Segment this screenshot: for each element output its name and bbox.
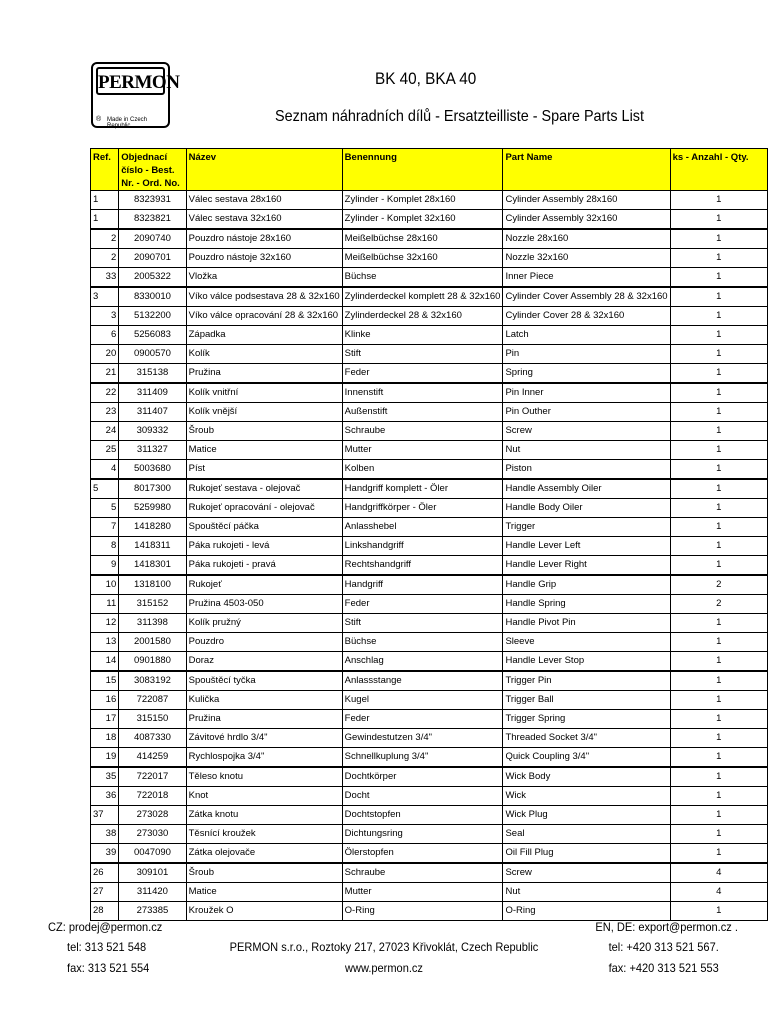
cell-part-name: Trigger Ball [503,691,670,710]
cell-order-number: 273028 [119,806,186,825]
cell-order-number: 722087 [119,691,186,710]
cell-nazev: Západka [186,326,342,345]
cell-qty: 1 [670,518,767,537]
table-row [91,479,768,499]
cell-nazev: Šroub [186,422,342,441]
cell-benennung: Schnellkuplung 3/4" [342,748,503,768]
cell-qty: 1 [670,210,767,230]
cell-ref: 19 [91,748,119,768]
cell-part-name: O-Ring [503,902,670,921]
table-row [91,748,768,768]
cell-qty: 4 [670,863,767,883]
cell-order-number: 414259 [119,748,186,768]
table-row [91,883,768,902]
registered-mark: ® [96,116,102,123]
cell-ref: 12 [91,614,119,633]
cell-benennung: Anlassstange [342,671,503,691]
cell-ref: 17 [91,710,119,729]
cell-qty: 1 [670,364,767,384]
cell-nazev: Matice [186,883,342,902]
cell-qty: 1 [670,614,767,633]
table-row [91,614,768,633]
footer-cz-email: CZ: prodej@permon.cz [48,920,163,934]
cell-qty: 1 [670,479,767,499]
cell-ref: 36 [91,787,119,806]
cell-order-number: 311409 [119,383,186,403]
cell-nazev: Píst [186,460,342,480]
table-row [91,441,768,460]
cell-order-number: 8323931 [119,191,186,210]
cell-order-number: 1318100 [119,575,186,595]
cell-part-name: Cylinder Cover 28 & 32x160 [503,307,670,326]
cell-order-number: 4087330 [119,729,186,748]
cell-part-name: Cylinder Cover Assembly 28 & 32x160 [503,287,670,307]
cell-part-name: Wick [503,787,670,806]
cell-qty: 1 [670,422,767,441]
cell-ref: 26 [91,863,119,883]
cell-nazev: Zátka olejovače [186,844,342,864]
cell-ref: 39 [91,844,119,864]
cell-qty: 1 [670,671,767,691]
cell-qty: 1 [670,844,767,864]
cell-ref: 24 [91,422,119,441]
cell-benennung: Ölerstopfen [342,844,503,864]
table-row [91,191,768,210]
cell-nazev: Páka rukojeti - pravá [186,556,342,576]
cell-nazev: Těsnící kroužek [186,825,342,844]
cell-qty: 1 [670,345,767,364]
cell-ref: 4 [91,460,119,480]
table-row [91,460,768,480]
cell-benennung: Mutter [342,883,503,902]
cell-qty: 1 [670,691,767,710]
made-in-label: Made in Czech Republic [107,117,148,129]
cell-part-name: Screw [503,422,670,441]
cell-order-number: 0900570 [119,345,186,364]
cell-ref: 33 [91,268,119,288]
table-row [91,422,768,441]
cell-qty: 1 [670,249,767,268]
cell-nazev: Rukojeť opracování - olejovač [186,499,342,518]
cell-nazev: Kolík vnější [186,403,342,422]
cell-ref: 1 [91,191,119,210]
header-benennung: Benennung [342,149,503,191]
document-subtitle: Seznam náhradních dílů - Ersatzteilliste - Spare Parts List [275,108,644,125]
cell-order-number: 315138 [119,364,186,384]
cell-order-number: 1418301 [119,556,186,576]
cell-benennung: Innenstift [342,383,503,403]
cell-ref: 14 [91,652,119,672]
cell-benennung: Handgriff [342,575,503,595]
cell-order-number: 0901880 [119,652,186,672]
cell-qty: 1 [670,902,767,921]
cell-part-name: Nut [503,883,670,902]
cell-ref: 2 [91,249,119,268]
cell-part-name: Trigger Spring [503,710,670,729]
cell-ref: 16 [91,691,119,710]
header-ref: Ref. [91,149,119,191]
cell-benennung: Außenstift [342,403,503,422]
spare-parts-table [90,148,768,921]
cell-qty: 1 [670,787,767,806]
cell-part-name: Trigger Pin [503,671,670,691]
cell-part-name: Inner Piece [503,268,670,288]
table-row [91,844,768,864]
model-title: BK 40, BKA 40 [375,69,477,88]
cell-order-number: 311407 [119,403,186,422]
header-part-name: Part Name [503,149,670,191]
cell-order-number: 2001580 [119,633,186,652]
cell-benennung: Rechtshandgriff [342,556,503,576]
cell-nazev: Kolík pružný [186,614,342,633]
cell-nazev: Rychlospojka 3/4" [186,748,342,768]
table-row [91,806,768,825]
cell-ref: 2 [91,229,119,249]
cell-benennung: Dochtstopfen [342,806,503,825]
cell-nazev: Pružina [186,710,342,729]
cell-benennung: Handgriffkörper - Öler [342,499,503,518]
cell-qty: 2 [670,595,767,614]
cell-nazev: Závitové hrdlo 3/4" [186,729,342,748]
cell-order-number: 2005322 [119,268,186,288]
cell-order-number: 315152 [119,595,186,614]
cell-qty: 1 [670,499,767,518]
cell-part-name: Handle Spring [503,595,670,614]
cell-part-name: Nozzle 32x160 [503,249,670,268]
cell-part-name: Handle Lever Right [503,556,670,576]
cell-ref: 7 [91,518,119,537]
cell-order-number: 8323821 [119,210,186,230]
cell-order-number: 309101 [119,863,186,883]
cell-part-name: Trigger [503,518,670,537]
footer-cz-tel: tel: 313 521 548 [67,940,147,954]
cell-part-name: Wick Body [503,767,670,787]
cell-order-number: 5132200 [119,307,186,326]
cell-benennung: Stift [342,345,503,364]
cell-order-number: 722017 [119,767,186,787]
footer-en-email: EN, DE: export@permon.cz . [595,920,738,934]
table-row [91,556,768,576]
cell-benennung: Gewindestutzen 3/4" [342,729,503,748]
cell-ref: 35 [91,767,119,787]
cell-part-name: Nut [503,441,670,460]
cell-nazev: Knot [186,787,342,806]
table-row [91,210,768,230]
cell-part-name: Handle Assembly Oiler [503,479,670,499]
cell-part-name: Quick Coupling 3/4" [503,748,670,768]
table-row [91,825,768,844]
cell-benennung: Schraube [342,422,503,441]
cell-qty: 1 [670,652,767,672]
cell-benennung: Büchse [342,633,503,652]
cell-ref: 27 [91,883,119,902]
cell-nazev: Páka rukojeti - levá [186,537,342,556]
cell-part-name: Handle Body Oiler [503,499,670,518]
cell-order-number: 5256083 [119,326,186,345]
table-row [91,403,768,422]
cell-ref: 18 [91,729,119,748]
cell-part-name: Spring [503,364,670,384]
table-row [91,652,768,672]
table-row [91,575,768,595]
table-row [91,229,768,249]
cell-qty: 1 [670,287,767,307]
cell-ref: 10 [91,575,119,595]
table-row [91,595,768,614]
cell-ref: 23 [91,403,119,422]
cell-nazev: Šroub [186,863,342,883]
cell-nazev: Pouzdro [186,633,342,652]
table-row [91,863,768,883]
table-row [91,710,768,729]
table-header-row [91,149,768,191]
cell-nazev: Víko válce opracování 28 & 32x160 [186,307,342,326]
cell-ref: 15 [91,671,119,691]
cell-nazev: Kulička [186,691,342,710]
cell-nazev: Kolík vnitřní [186,383,342,403]
cell-nazev: Matice [186,441,342,460]
table-row [91,364,768,384]
cell-order-number: 722018 [119,787,186,806]
cell-ref: 5 [91,499,119,518]
cell-benennung: Feder [342,710,503,729]
cell-qty: 1 [670,729,767,748]
cell-benennung: Dichtungsring [342,825,503,844]
cell-nazev: Pružina 4503-050 [186,595,342,614]
cell-benennung: Anschlag [342,652,503,672]
cell-part-name: Seal [503,825,670,844]
cell-qty: 1 [670,748,767,768]
table-row [91,902,768,921]
cell-qty: 1 [670,268,767,288]
cell-qty: 1 [670,537,767,556]
cell-qty: 1 [670,767,767,787]
table-row [91,307,768,326]
cell-nazev: Rukojeť sestava - olejovač [186,479,342,499]
cell-nazev: Pouzdro nástoje 28x160 [186,229,342,249]
table-row [91,499,768,518]
cell-qty: 1 [670,326,767,345]
cell-order-number: 5259980 [119,499,186,518]
header-order-number: Objednací číslo - Best. Nr. - Ord. No. [119,149,186,191]
cell-nazev: Víko válce podsestava 28 & 32x160 [186,287,342,307]
table-row [91,383,768,403]
cell-benennung: Zylinder - Komplet 32x160 [342,210,503,230]
table-row [91,671,768,691]
cell-part-name: Handle Lever Left [503,537,670,556]
table-row [91,287,768,307]
cell-benennung: Dochtkörper [342,767,503,787]
cell-ref: 22 [91,383,119,403]
cell-benennung: Meißelbüchse 28x160 [342,229,503,249]
cell-benennung: Kolben [342,460,503,480]
cell-part-name: Cylinder Assembly 32x160 [503,210,670,230]
cell-order-number: 311398 [119,614,186,633]
cell-ref: 3 [91,287,119,307]
cell-order-number: 0047090 [119,844,186,864]
cell-benennung: Handgriff komplett - Öler [342,479,503,499]
cell-nazev: Válec sestava 28x160 [186,191,342,210]
header-nazev: Název [186,149,342,191]
cell-part-name: Wick Plug [503,806,670,825]
cell-nazev: Válec sestava 32x160 [186,210,342,230]
cell-benennung: Feder [342,595,503,614]
table-row [91,537,768,556]
table-row [91,249,768,268]
cell-nazev: Doraz [186,652,342,672]
cell-order-number: 3083192 [119,671,186,691]
cell-benennung: Büchse [342,268,503,288]
cell-benennung: Kugel [342,691,503,710]
cell-ref: 13 [91,633,119,652]
cell-benennung: Feder [342,364,503,384]
cell-benennung: Schraube [342,863,503,883]
footer-en-fax: fax: +420 313 521 553 [608,961,719,975]
cell-qty: 1 [670,710,767,729]
cell-order-number: 273385 [119,902,186,921]
header-qty: ks - Anzahl - Qty. [670,149,767,191]
cell-part-name: Oil Fill Plug [503,844,670,864]
cell-part-name: Screw [503,863,670,883]
cell-nazev: Pružina [186,364,342,384]
cell-order-number: 5003680 [119,460,186,480]
permon-logo [91,62,180,129]
cell-part-name: Threaded Socket 3/4" [503,729,670,748]
footer-cz-fax: fax: 313 521 554 [67,961,150,975]
table-row [91,633,768,652]
cell-benennung: O-Ring [342,902,503,921]
table-row [91,345,768,364]
cell-order-number: 2090740 [119,229,186,249]
cell-nazev: Zátka knotu [186,806,342,825]
cell-ref: 20 [91,345,119,364]
cell-benennung: Linkshandgriff [342,537,503,556]
cell-qty: 1 [670,229,767,249]
table-row [91,729,768,748]
cell-nazev: Rukojeť [186,575,342,595]
cell-qty: 1 [670,307,767,326]
table-row [91,691,768,710]
cell-ref: 38 [91,825,119,844]
footer-en-tel: tel: +420 313 521 567. [608,940,719,954]
cell-part-name: Pin [503,345,670,364]
cell-part-name: Piston [503,460,670,480]
footer-website: www.permon.cz [345,961,423,975]
cell-ref: 3 [91,307,119,326]
cell-benennung: Stift [342,614,503,633]
cell-benennung: Zylinder - Komplet 28x160 [342,191,503,210]
cell-nazev: Vložka [186,268,342,288]
cell-nazev: Spouštěcí tyčka [186,671,342,691]
cell-qty: 1 [670,191,767,210]
cell-benennung: Klinke [342,326,503,345]
cell-order-number: 311420 [119,883,186,902]
cell-part-name: Pin Inner [503,383,670,403]
cell-part-name: Sleeve [503,633,670,652]
cell-part-name: Handle Pivot Pin [503,614,670,633]
cell-part-name: Pin Outher [503,403,670,422]
cell-order-number: 1418280 [119,518,186,537]
cell-ref: 37 [91,806,119,825]
cell-part-name: Nozzle 28x160 [503,229,670,249]
cell-benennung: Docht [342,787,503,806]
footer-company-address: PERMON s.r.o., Roztoky 217, 27023 Křivoklát, Czech Republic [229,940,539,954]
cell-ref: 25 [91,441,119,460]
cell-benennung: Zylinderdeckel 28 & 32x160 [342,307,503,326]
cell-order-number: 2090701 [119,249,186,268]
cell-ref: 11 [91,595,119,614]
table-body [91,191,768,921]
table-row [91,518,768,537]
cell-nazev: Pouzdro nástoje 32x160 [186,249,342,268]
cell-ref: 1 [91,210,119,230]
cell-qty: 1 [670,383,767,403]
cell-ref: 5 [91,479,119,499]
table-row [91,767,768,787]
cell-ref: 9 [91,556,119,576]
cell-benennung: Anlasshebel [342,518,503,537]
cell-order-number: 309332 [119,422,186,441]
cell-nazev: Kroužek O [186,902,342,921]
cell-qty: 1 [670,825,767,844]
cell-qty: 1 [670,633,767,652]
cell-order-number: 8017300 [119,479,186,499]
cell-ref: 8 [91,537,119,556]
cell-ref: 6 [91,326,119,345]
cell-ref: 21 [91,364,119,384]
cell-qty: 1 [670,556,767,576]
cell-qty: 1 [670,403,767,422]
cell-qty: 1 [670,460,767,480]
cell-order-number: 273030 [119,825,186,844]
cell-part-name: Latch [503,326,670,345]
cell-order-number: 8330010 [119,287,186,307]
cell-qty: 1 [670,806,767,825]
cell-part-name: Handle Lever Stop [503,652,670,672]
cell-nazev: Spouštěcí páčka [186,518,342,537]
cell-benennung: Meißelbüchse 32x160 [342,249,503,268]
cell-qty: 4 [670,883,767,902]
cell-nazev: Kolík [186,345,342,364]
cell-ref: 28 [91,902,119,921]
cell-benennung: Mutter [342,441,503,460]
table-row [91,326,768,345]
table-row [91,787,768,806]
cell-order-number: 1418311 [119,537,186,556]
cell-order-number: 315150 [119,710,186,729]
logo-wordmark: PERMON [96,67,165,95]
cell-nazev: Těleso knotu [186,767,342,787]
cell-part-name: Handle Grip [503,575,670,595]
cell-benennung: Zylinderdeckel komplett 28 & 32x160 [342,287,503,307]
cell-part-name: Cylinder Assembly 28x160 [503,191,670,210]
cell-qty: 2 [670,575,767,595]
cell-order-number: 311327 [119,441,186,460]
cell-qty: 1 [670,441,767,460]
table-row [91,268,768,288]
